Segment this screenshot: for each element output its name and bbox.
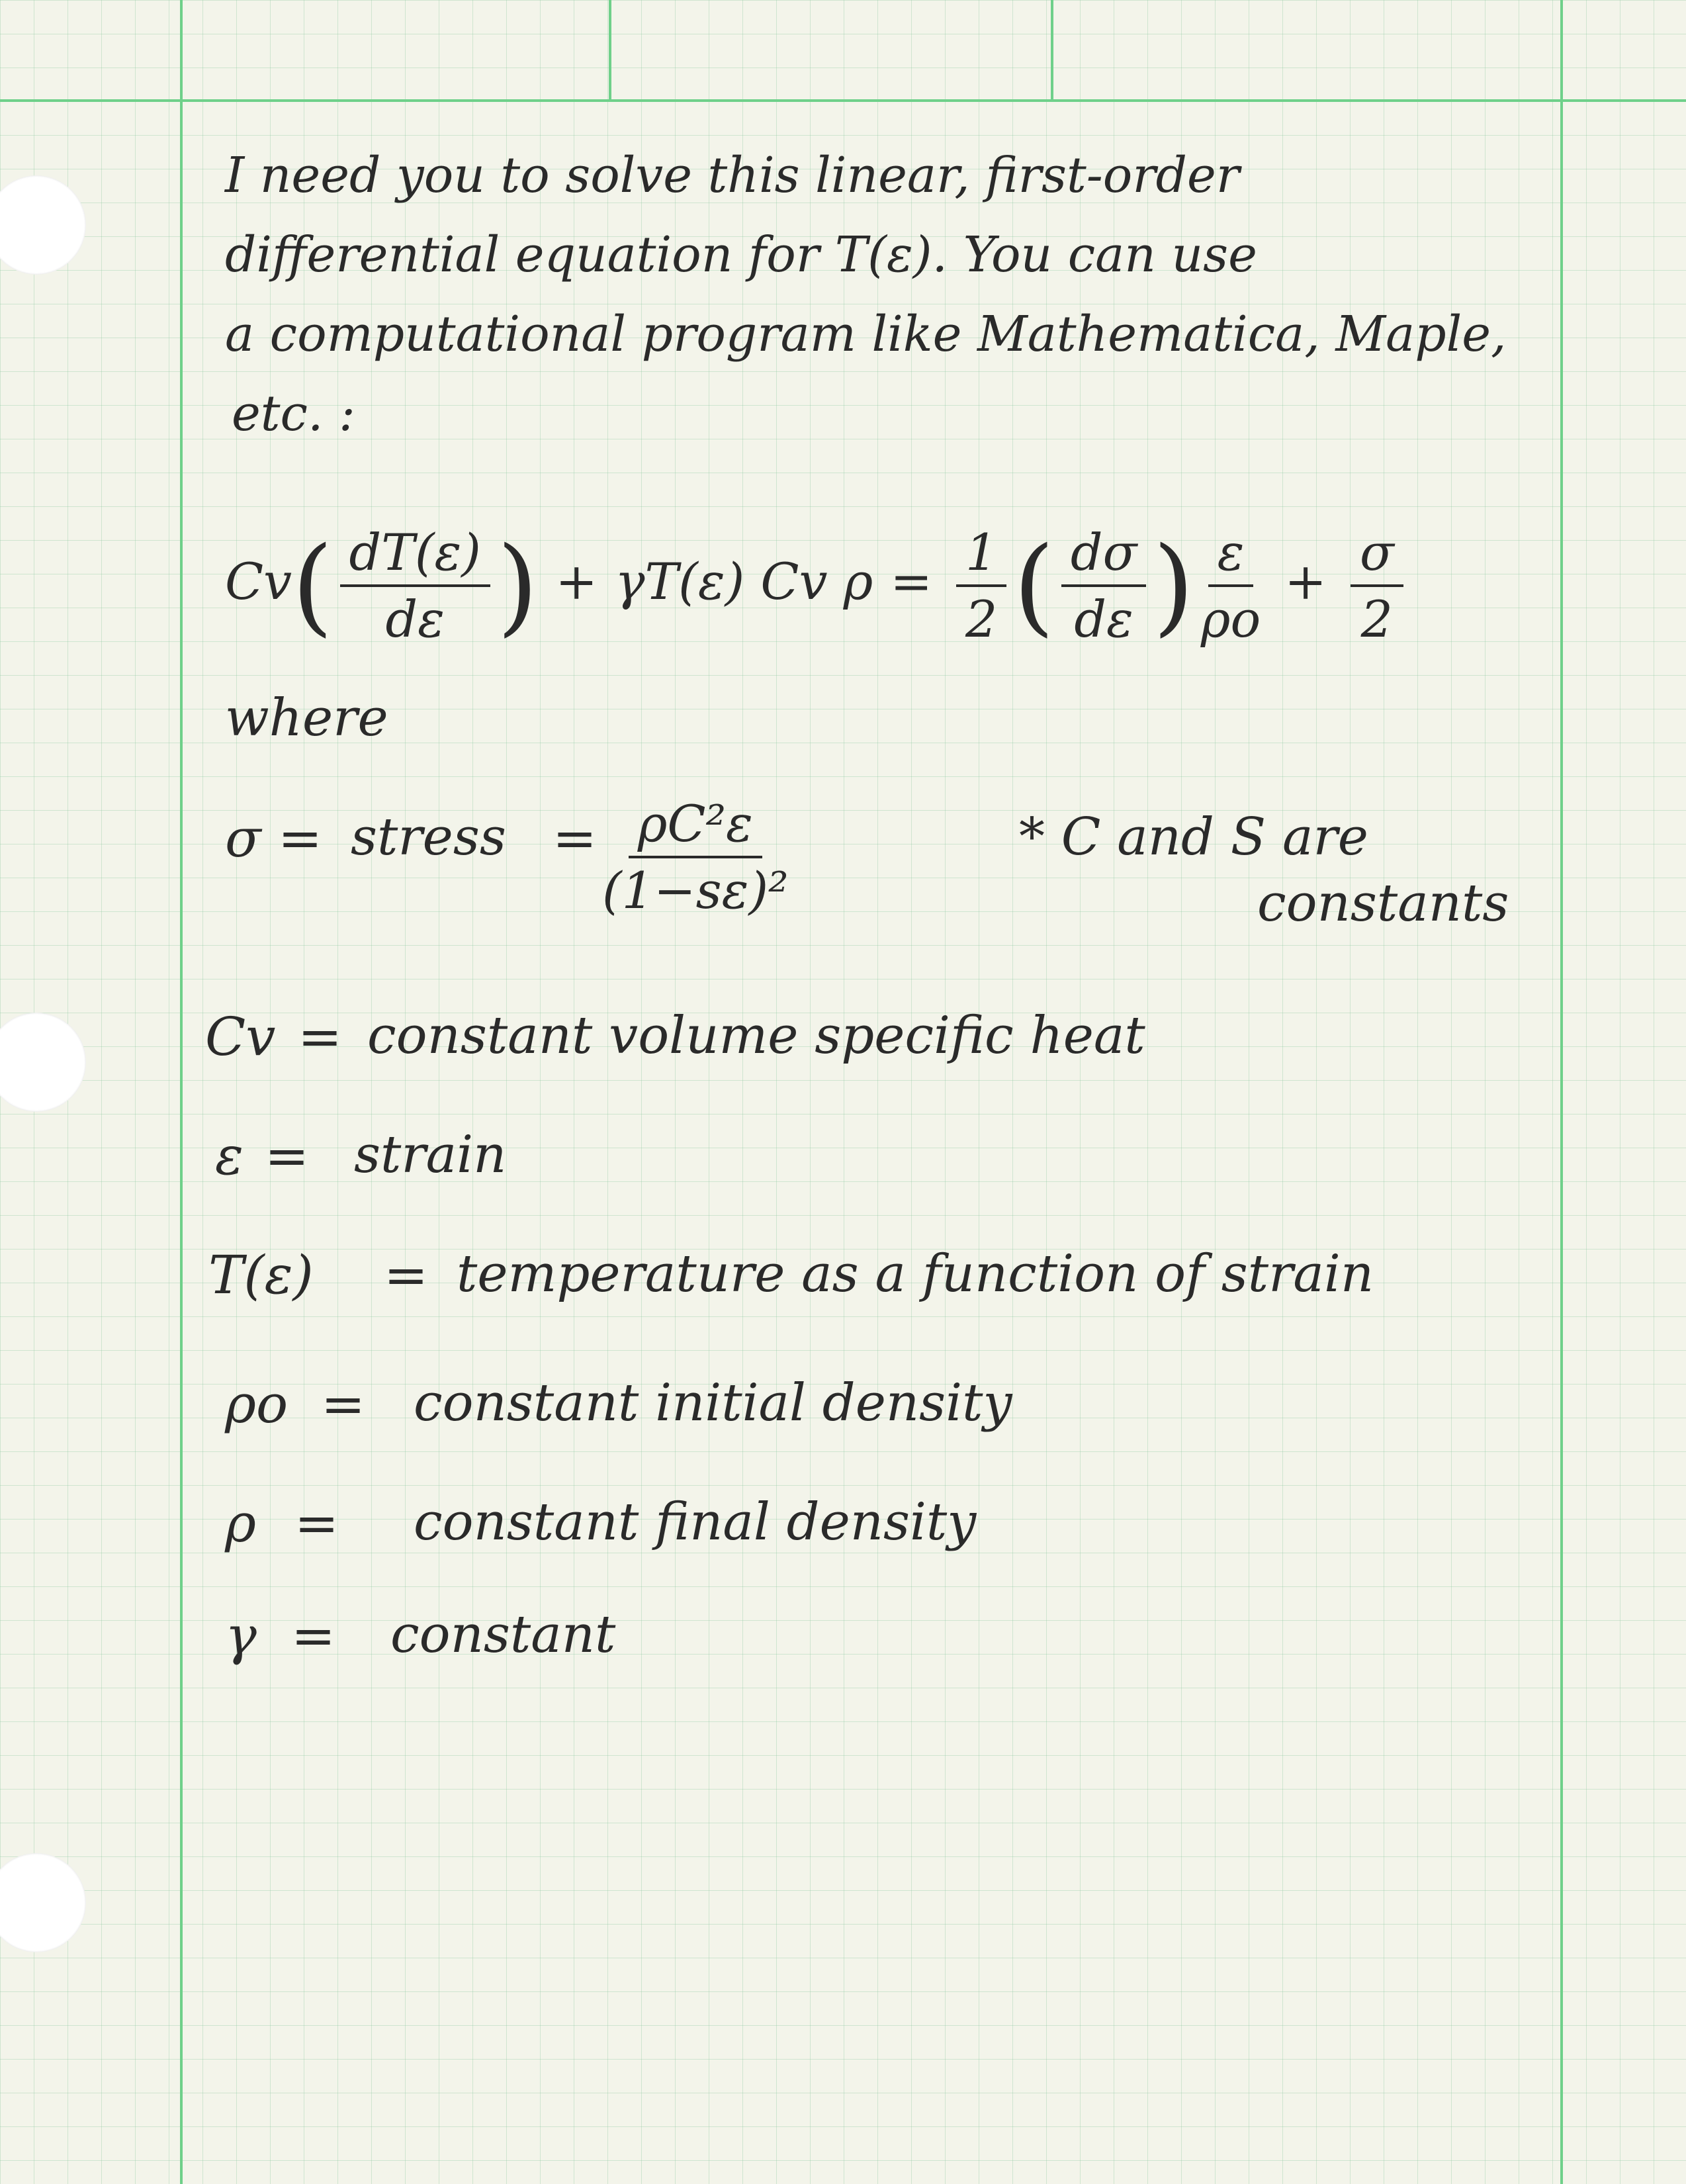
binder-hole-middle xyxy=(0,1013,86,1112)
eq-eps-num: ε xyxy=(1208,523,1254,587)
def-rho-text: constant final density xyxy=(414,1492,977,1552)
eq-eps-den: ρo xyxy=(1200,590,1261,649)
eq-plus-2: + xyxy=(1284,552,1327,611)
eq-dT-num: dT(ε) xyxy=(340,523,490,587)
def-gamma-equals: = xyxy=(291,1605,336,1666)
eq-half xyxy=(956,523,1006,649)
intro-line-1: I need you to solve this linear, first-order xyxy=(225,147,1240,204)
stress-fraction xyxy=(596,794,795,920)
eq-paren2-close: ) xyxy=(1153,523,1194,647)
eq-dT-den: dε xyxy=(385,590,445,649)
eq-dsig-den: dε xyxy=(1074,590,1133,649)
stress-equals-1: = xyxy=(278,807,323,869)
eq-dsig-num: dσ xyxy=(1061,523,1147,587)
left-margin-line xyxy=(180,0,183,2184)
eq-term-2: γT(ε) Cv ρ xyxy=(615,552,873,611)
stress-note-line-1: * C and S are xyxy=(1019,807,1368,867)
def-rho-symbol: ρ xyxy=(225,1492,257,1554)
intro-line-4: etc. : xyxy=(232,385,355,442)
eq-sig-num: σ xyxy=(1351,523,1403,587)
stress-note-line-2: constants xyxy=(1257,874,1509,933)
def-strain-equals: = xyxy=(265,1125,310,1187)
eq-paren-close: ) xyxy=(496,523,539,647)
intro-line-2: differential equation for T(ε). You can use xyxy=(225,226,1257,283)
def-cv-equals: = xyxy=(298,1006,343,1068)
binder-hole-bottom xyxy=(0,1853,86,1952)
top-divider-line-2 xyxy=(1051,0,1053,101)
def-gamma-symbol: γ xyxy=(225,1605,257,1666)
right-margin-line xyxy=(1560,0,1563,2184)
eq-dsig-deps xyxy=(1061,523,1147,649)
def-cv-text: constant volume specific heat xyxy=(367,1006,1145,1066)
def-cv-symbol: Cv xyxy=(205,1006,276,1068)
eq-sig-den: 2 xyxy=(1360,590,1394,649)
def-rho0-equals: = xyxy=(321,1373,366,1435)
stress-frac xyxy=(602,794,789,920)
stress-word: stress xyxy=(351,807,506,867)
eq-plus-1: + xyxy=(555,552,598,611)
def-temp-equals: = xyxy=(384,1244,429,1306)
stress-symbol: σ xyxy=(225,807,261,869)
def-gamma-text: constant xyxy=(390,1605,616,1664)
def-rho0-symbol: ρo xyxy=(225,1373,288,1435)
binder-hole-top xyxy=(0,175,86,275)
where-label: where xyxy=(225,688,388,748)
stress-den: (1−sε)² xyxy=(602,861,789,920)
eq-paren-open: ( xyxy=(292,523,333,647)
def-temp-symbol: T(ε) xyxy=(208,1244,314,1306)
eq-sig-over-2 xyxy=(1351,523,1403,649)
eq-dT-deps xyxy=(340,523,490,649)
eq-equals: = xyxy=(890,552,933,611)
stress-num: ρC²ε xyxy=(629,794,762,858)
eq-half-num: 1 xyxy=(956,523,1006,587)
top-divider-line-1 xyxy=(609,0,611,101)
def-rho-equals: = xyxy=(294,1492,339,1554)
eq-paren2-open: ( xyxy=(1013,523,1055,647)
def-rho0-text: constant initial density xyxy=(414,1373,1012,1433)
top-margin-line xyxy=(0,99,1686,102)
def-temp-text: temperature as a function of strain xyxy=(457,1244,1374,1304)
eq-eps-over-rho0 xyxy=(1201,523,1261,649)
def-strain-text: strain xyxy=(354,1125,507,1185)
eq-cv: Cv xyxy=(225,552,292,611)
stress-equals-2: = xyxy=(553,807,598,869)
eq-half-den: 2 xyxy=(965,590,998,649)
differential-equation xyxy=(225,523,1410,649)
def-strain-symbol: ε xyxy=(215,1125,244,1187)
intro-line-3: a computational program like Mathematica, Maple, xyxy=(225,306,1507,363)
